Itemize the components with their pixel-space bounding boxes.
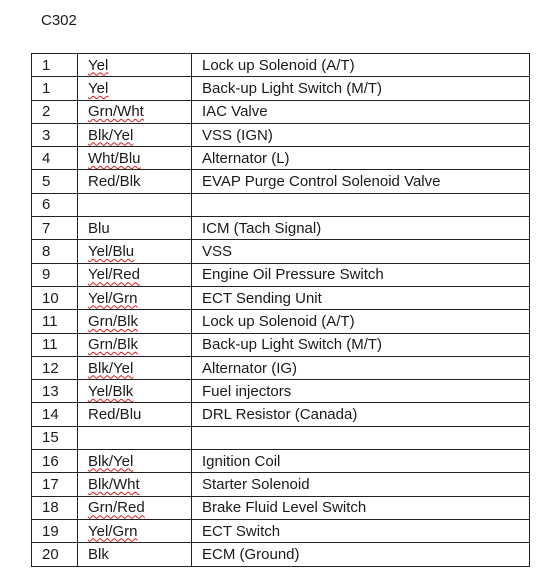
pin-number-cell: 6 [32,193,78,216]
table-row [32,147,530,170]
table-row [32,356,530,379]
wire-color-text: Blk/Yel [88,359,134,377]
table-row [32,54,530,77]
table-row [32,403,530,426]
wire-color-text: Red/Blk [88,173,141,191]
table-row [32,170,530,193]
wire-color-cell [78,356,192,379]
wire-color-cell [78,333,192,356]
wire-color-cell [78,170,192,193]
circuit-function-cell: Back-up Light Switch (M/T) [192,333,530,356]
table-row [32,450,530,473]
table-row [32,473,530,496]
pin-number-cell: 4 [32,147,78,170]
connector-pinout-table [31,53,530,567]
wire-color-text: Blu [88,219,110,237]
wire-color-cell [78,193,192,216]
table-row [32,310,530,333]
wire-color-text: Wht/Blu [88,149,141,167]
circuit-function-cell: Lock up Solenoid (A/T) [192,54,530,77]
table-row [32,426,530,449]
wire-color-cell [78,240,192,263]
wire-color-text: Grn/Red [88,499,145,517]
pin-number-cell: 19 [32,519,78,542]
pin-number-cell: 20 [32,543,78,566]
pin-number-cell: 11 [32,333,78,356]
pin-number-cell: 1 [32,77,78,100]
wire-color-cell [78,403,192,426]
circuit-function-cell: ECT Switch [192,519,530,542]
circuit-function-cell: VSS (IGN) [192,123,530,146]
circuit-function-cell: Back-up Light Switch (M/T) [192,77,530,100]
table-row [32,286,530,309]
circuit-function-cell: Lock up Solenoid (A/T) [192,310,530,333]
pin-number-cell: 11 [32,310,78,333]
circuit-function-cell [192,193,530,216]
table-row [32,263,530,286]
wire-color-cell [78,286,192,309]
table-row [32,496,530,519]
wire-color-cell [78,543,192,566]
pin-number-cell: 18 [32,496,78,519]
pin-number-cell: 13 [32,380,78,403]
pin-number-cell: 5 [32,170,78,193]
wire-color-text: Grn/Blk [88,336,139,354]
circuit-function-cell: Ignition Coil [192,450,530,473]
wire-color-cell [78,263,192,286]
wire-color-text: Yel [88,79,109,97]
circuit-function-cell: ICM (Tach Signal) [192,217,530,240]
pin-number-cell: 17 [32,473,78,496]
pin-number-cell: 12 [32,356,78,379]
circuit-function-cell: VSS [192,240,530,263]
wire-color-cell [78,147,192,170]
circuit-function-cell: DRL Resistor (Canada) [192,403,530,426]
pin-number-cell: 14 [32,403,78,426]
wire-color-text: Yel/Blk [88,382,134,400]
wire-color-text: Yel/Blu [88,243,135,261]
wire-color-text: Grn/Wht [88,103,144,121]
wire-color-cell [78,310,192,333]
wire-color-cell [78,123,192,146]
circuit-function-cell: ECM (Ground) [192,543,530,566]
wire-color-text: Yel [88,56,109,74]
table-row [32,333,530,356]
circuit-function-cell: Alternator (L) [192,147,530,170]
table-row [32,380,530,403]
table-row [32,193,530,216]
circuit-function-cell: EVAP Purge Control Solenoid Valve [192,170,530,193]
table-body [32,54,530,567]
document-title: C302 [41,12,77,29]
circuit-function-cell: Alternator (IG) [192,356,530,379]
wire-color-text: Yel/Grn [88,289,138,307]
wire-color-text: Grn/Blk [88,312,139,330]
wire-color-text: Red/Blu [88,406,142,424]
pin-number-cell: 15 [32,426,78,449]
wire-color-text: Blk [88,545,109,563]
circuit-function-cell: Fuel injectors [192,380,530,403]
wire-color-text: Blk/Wht [88,475,140,493]
circuit-function-cell: Brake Fluid Level Switch [192,496,530,519]
circuit-function-cell: Starter Solenoid [192,473,530,496]
pin-number-cell: 10 [32,286,78,309]
table-row [32,100,530,123]
pin-number-cell: 1 [32,54,78,77]
circuit-function-cell: IAC Valve [192,100,530,123]
circuit-function-cell: ECT Sending Unit [192,286,530,309]
wire-color-cell [78,54,192,77]
pin-number-cell: 2 [32,100,78,123]
wire-color-cell [78,217,192,240]
wire-color-text: Yel/Grn [88,522,138,540]
pin-number-cell: 3 [32,123,78,146]
wire-color-text: Blk/Yel [88,452,134,470]
table-row [32,240,530,263]
table-row [32,77,530,100]
wire-color-cell [78,519,192,542]
wire-color-cell [78,473,192,496]
pin-number-cell: 7 [32,217,78,240]
wire-color-cell [78,380,192,403]
pin-number-cell: 9 [32,263,78,286]
table-row [32,543,530,566]
wire-color-cell [78,100,192,123]
wire-color-cell [78,496,192,519]
table-row [32,123,530,146]
table-row [32,217,530,240]
circuit-function-cell: Engine Oil Pressure Switch [192,263,530,286]
circuit-function-cell [192,426,530,449]
wire-color-text: Blk/Yel [88,126,134,144]
pin-number-cell: 16 [32,450,78,473]
pin-number-cell: 8 [32,240,78,263]
wire-color-cell [78,426,192,449]
table-row [32,519,530,542]
wire-color-cell [78,77,192,100]
wire-color-text: Yel/Red [88,266,140,284]
wire-color-cell [78,450,192,473]
